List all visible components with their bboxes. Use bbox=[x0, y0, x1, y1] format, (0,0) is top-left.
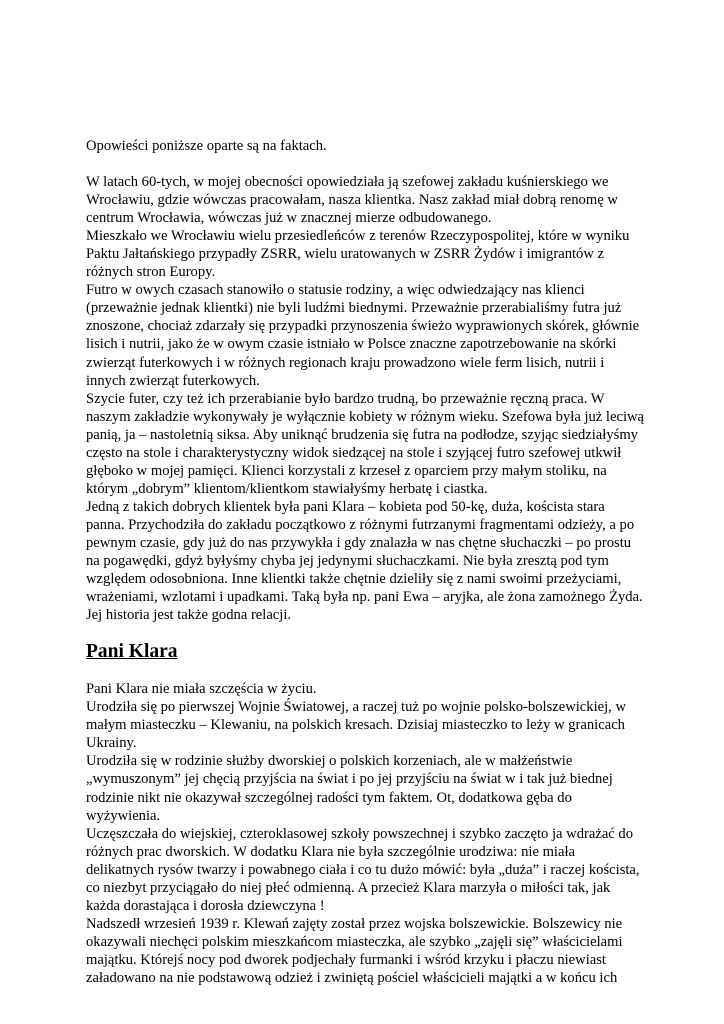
intro-line: Opowieści poniższe oparte są na faktach. bbox=[86, 138, 327, 154]
paragraph-gap bbox=[86, 155, 646, 173]
paragraph: Mieszkało we Wrocławiu wielu przesiedleńców z terenów Rzeczypospolitej, które w wyniku Paktu Jałtańskiego przypadły ZSRR, wielu uratowanych w ZSRR Żydów i imigrantów z różnych stron Europy. bbox=[86, 228, 630, 281]
paragraph: Uczęszczała do wiejskiej, czteroklasowej szkoły powszechnej i szybko zaczęto ja wdrażać do różnych prac dworskich. W dodatku Klara nie była szczególnie urodziwa: nie miała delikatnych rysów twarzy i powabnego ciała i co tu dużo mówić: była „duża” i raczej koścista, co niezbyt przyciągało do niej płeć odmienną. A przecież Klara marzyła o miłości tak, jak każda dorastająca i dorosła dziewczyna ! bbox=[86, 825, 640, 914]
paragraph: W latach 60-tych, w mojej obecności opowiedziała ją szefowej zakładu kuśnierskiego we Wrocławiu, gdzie wówczas pracowałam, nasza klientka. Nasz zakład miał dobrą renomę w centrum Wrocławia, wówczas już w znacznej mierze odbudowanego. bbox=[86, 174, 618, 227]
section-heading: Pani Klara bbox=[86, 641, 178, 663]
paragraph: Szycie futer, czy też ich przerabianie było bardzo trudną, bo przeważnie ręczną praca. W naszym zakładzie wykonywały je wyłącznie kobiety w różnym wieku. Szefowa była już leciwą panią, ja – nastoletnią siksa. Aby uniknąć brudzenia się futra na podłodze, szyjąc siedziałyśmy często na stole i charakterystyczny widok siedzącej na stole i szyjącej futro szefowej utkwił głęboko w mojej pamięci. Klienci korzystali z krzeseł z oparciem przy małym stoliku, na którym „dobrym” klientom/klientkom stawiałyśmy herbatę i ciastka. bbox=[86, 390, 645, 497]
paragraph: Pani Klara nie miała szczęścia w życiu. bbox=[86, 681, 317, 698]
paragraph: Urodziła się w rodzinie służby dworskiej o polskich korzeniach, ale w małżeństwie „wymuszonym” jej chęcią przyjścia na świat i po jej przyjściu na świat w i tak już biednej rodzinie nikt nie okazywał szczególnej radości tym faktem. Ot, dodatkowa gęba do wyżywienia. bbox=[86, 753, 613, 824]
paragraph: Nadszedł wrzesień 1939 r. Klewań zajęty został przez wojska bolszewickie. Bolszewicy nie okazywali niechęci polskim mieszkańcom miasteczka, ale szybko „zajęli się” właścicielami majątku. Którejś nocy pod dworek podjechały furmanki i wśród krzyku i płaczu niewiast załadowano na nie podstawową odzież i zwiniętą pościel właścicieli majątki a w końcu ich bbox=[86, 915, 623, 986]
paragraph: Jedną z takich dobrych klientek była pani Klara – kobieta pod 50-kę, duża, koścista stara panna. Przychodziła do zakładu początkowo z różnymi futrzanymi fragmentami odzieży, a po pewnym czasie, gdy już do nas przywykła i gdy znalazła w nas chętne słuchaczki – po prostu na pogawędki, gdyż byłyśmy chyba jej jedynymi słuchaczkami. Nie była zresztą pod tym względem odosobniona. Inne klientki także chętnie dzieliły się z nami swoimi przeżyciami, wrażeniami, wzlotami i upadkami. Taką była np. pani Ewa – aryjka, ale żona zamożnego Żyda. Jej historia jest także godna relacji. bbox=[86, 498, 643, 624]
paragraph: Urodziła się po pierwszej Wojnie Światowej, a raczej tuż po wojnie polsko-bolszewickiej, w małym miasteczku – Klewaniu, na polskich kresach. Dzisiaj miasteczko to leży w granicach Ukrainy. bbox=[86, 699, 626, 752]
paragraph: Futro w owych czasach stanowiło o statusie rodziny, a więc odwiedzający nas klienci (przeważnie jednak klientki) nie byli ludźmi biednymi. Przeważnie przerabialiśmy futra już znoszone, chociaż zdarzały się przypadki przynoszenia świeżo wyprawionych skórek, głównie lisich i nutrii, jako że w owym czasie istniało w Polsce znaczne zapotrzebowanie na skórki zwierząt futerkowych i w różnych regionach kraju prowadzono wiele ferm lisich, nutrii i innych zwierząt futerkowych. bbox=[86, 282, 640, 389]
document-page bbox=[86, 137, 646, 987]
